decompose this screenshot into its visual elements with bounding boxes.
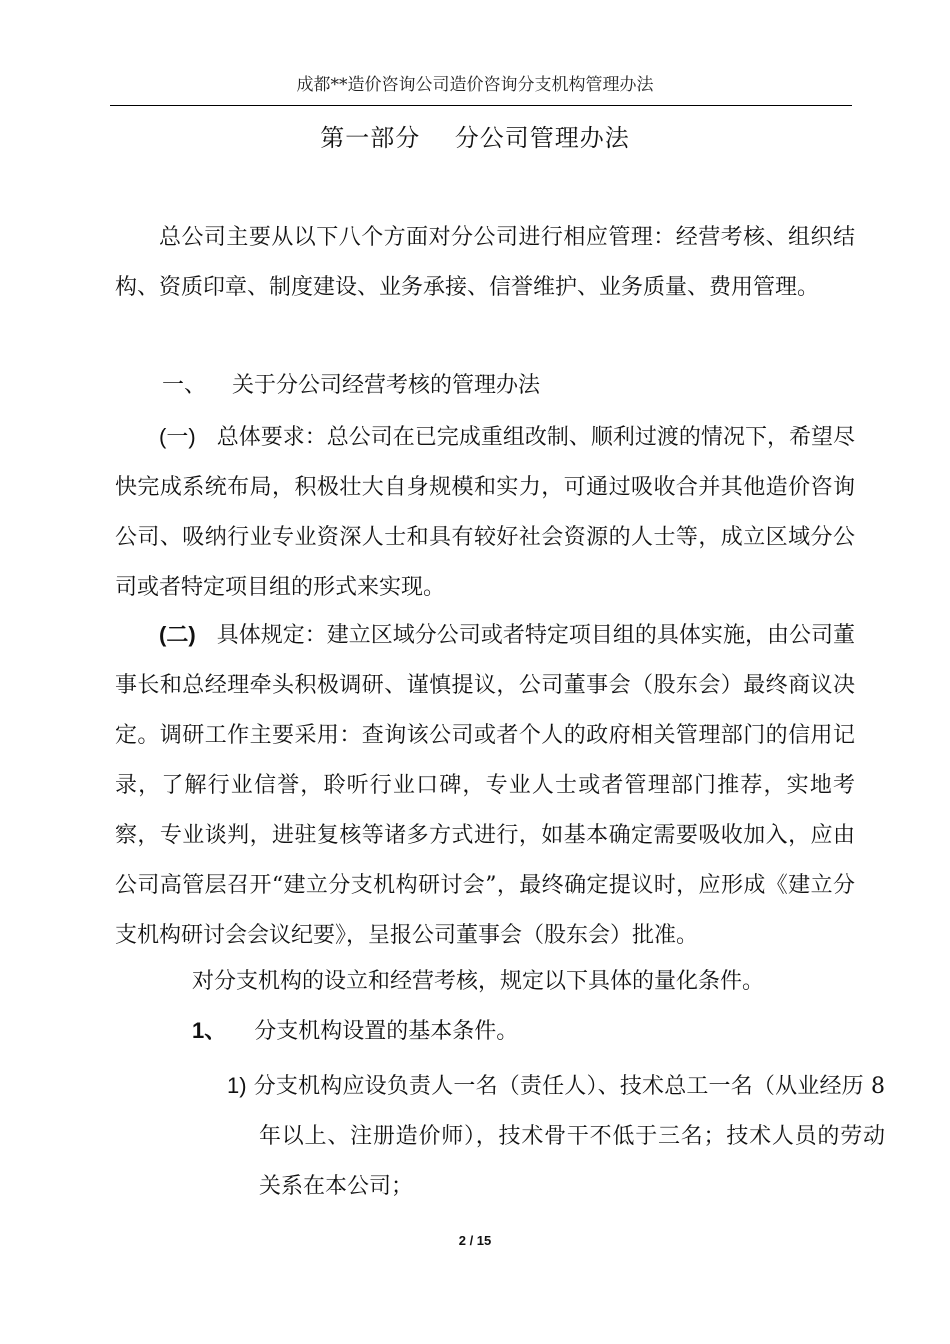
page-header: 成都**造价咨询公司造价咨询分支机构管理办法 (296, 75, 654, 95)
page-title: 第一部分 分公司管理办法 (320, 124, 630, 152)
list-item-text: 分支机构应设负责人一名（责任人）、技术总工一名（从业经历 8 年以上、注册造价师），技术骨干不低于三名；技术人员的劳动关系在本公司； (253, 1074, 885, 1199)
subsection-heading (192, 1014, 518, 1045)
page-number: 2 / 15 (458, 1233, 492, 1248)
list-item (227, 1061, 885, 1212)
subsection-title: 分支机构设置的基本条件。 (254, 1019, 519, 1044)
list-marker: 1) (227, 1073, 247, 1098)
section-title: 关于分公司经营考核的管理办法 (232, 373, 541, 398)
item-paragraph-general (115, 412, 855, 613)
intro-paragraph: 总公司主要从以下八个方面对分公司进行相应管理：经营考核、组织结构、资质印章、制度建设、业务承接、信誉维护、业务质量、费用管理。 (115, 225, 855, 300)
section-marker: 一、 (162, 373, 207, 398)
lead-paragraph: 对分支机构的设立和经营考核，规定以下具体的量化条件。 (192, 969, 765, 994)
item-text: 具体规定：建立区域分公司或者特定项目组的具体实施，由公司董事长和总经理牵头积极调研、谨慎提议，公司董事会（股东会）最终商议决定。调研工作主要采用：查询该公司或者个人的政府相关管理部门的信用记录，了解行业信誉，聆听行业口碑，专业人士或者管理部门推荐，实地考察，专业谈判，进驻复核等诸多方式进行，如基本确定需要吸收加入，应由公司高管层召开“建立分支机构研讨会”，最终确定提议时，应形成《建立分支机构研讨会会议纪要》，呈报公司董事会（股东会）批准。 (115, 623, 855, 948)
item-text: 总体要求：总公司在已完成重组改制、顺利过渡的情况下，希望尽快完成系统布局，积极壮大自身规模和实力，可通过吸收合并其他造价咨询公司、吸纳行业专业资深人士和具有较好社会资源的人士等，成立区域分公司或者特定项目组的形式来实现。 (115, 425, 855, 600)
item-marker: (二) (159, 622, 196, 647)
section-heading (162, 368, 540, 399)
header-divider (110, 105, 852, 106)
item-marker: (一) (159, 424, 196, 449)
item-paragraph-specific (115, 610, 855, 961)
subsection-marker: 1、 (192, 1018, 227, 1043)
